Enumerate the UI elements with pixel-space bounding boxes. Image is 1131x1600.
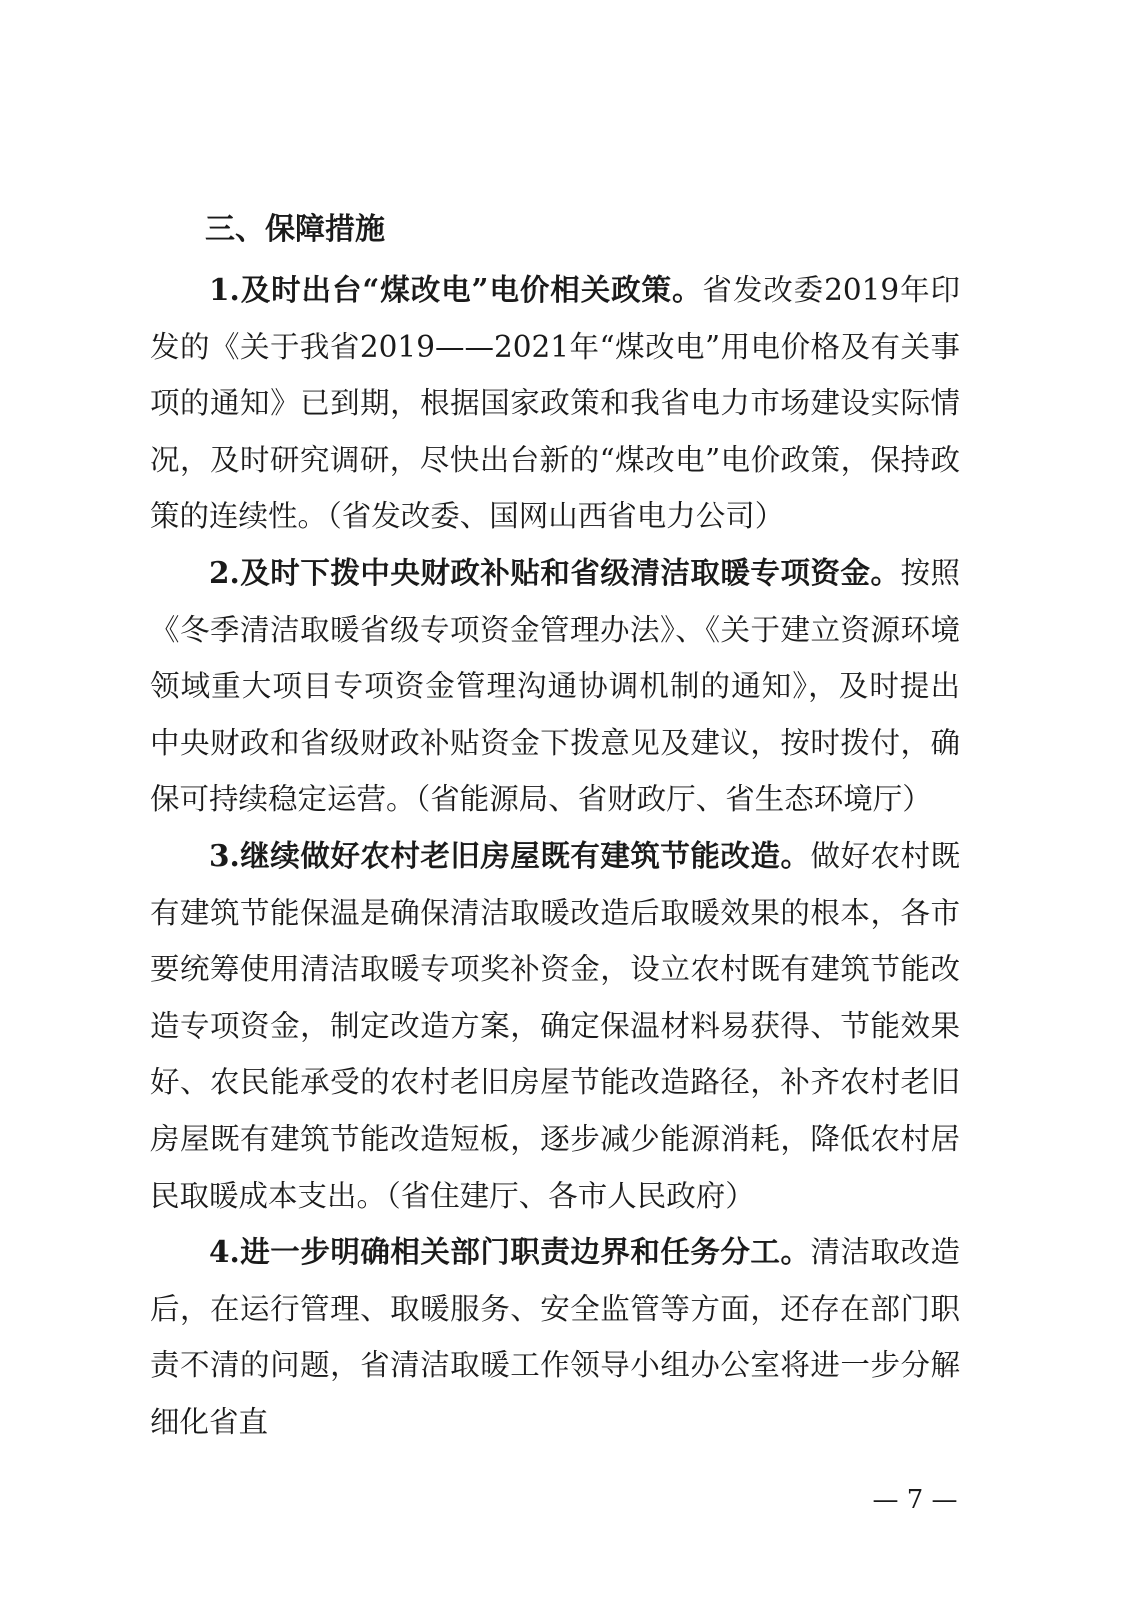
section-heading: 三、保障措施 xyxy=(205,212,385,247)
paragraph-text: 做好农村既有建筑节能保温是确保清洁取暖改造后取暖效果的根本，各市要统筹使用清洁取暖专项奖补资金，设立农村既有建筑节能改造专项资金，制定改造方案，确定保温材料易获得、节能效果好、农民能承受的农村老旧房屋节能改造路径，补齐农村老旧房屋既有建筑节能改造短板，逐步减少能源消耗，降低农村居民取暖成本支出。（省住建厅、各市人民政府） xyxy=(150,838,960,1213)
paragraph-4 xyxy=(150,1224,960,1450)
paragraph-text: 按照《冬季清洁取暖省级专项资金管理办法》、《关于建立资源环境领域重大项目专项资金管理沟通协调机制的通知》，及时提出中央财政和省级财政补贴资金下拨意见及建议，按时拨付，确保可持续稳定运营。（省能源局、省财政厅、省生态环境厅） xyxy=(150,555,960,817)
paragraph-lead: 1.及时出台“煤改电”电价相关政策。 xyxy=(209,272,703,307)
paragraph-text: 清洁取改造后，在运行管理、取暖服务、安全监管等方面，还存在部门职责不清的问题，省清洁取暖工作领导小组办公室将进一步分解细化省直 xyxy=(150,1235,960,1439)
paragraph-1 xyxy=(150,262,960,545)
paragraph-3 xyxy=(150,828,960,1224)
paragraph-lead: 4.进一步明确相关部门职责边界和任务分工。 xyxy=(209,1234,811,1270)
page-number: — 7 — xyxy=(872,1485,958,1515)
paragraph-lead: 2.及时下拨中央财政补贴和省级清洁取暖专项资金。 xyxy=(209,554,901,590)
paragraph-text: 省发改委2019年印发的《关于我省2019——2021年“煤改电”用电价格及有关事项的通知》已到期，根据国家政策和我省电力市场建设实际情况，及时研究调研，尽快出台新的“煤改电”电价政策，保持政策的连续性。（省发改委、国网山西省电力公司） xyxy=(150,273,961,534)
body-text xyxy=(150,262,960,1450)
paragraph-lead: 3.继续做好农村老旧房屋既有建筑节能改造。 xyxy=(209,837,811,873)
paragraph-2 xyxy=(150,545,960,828)
